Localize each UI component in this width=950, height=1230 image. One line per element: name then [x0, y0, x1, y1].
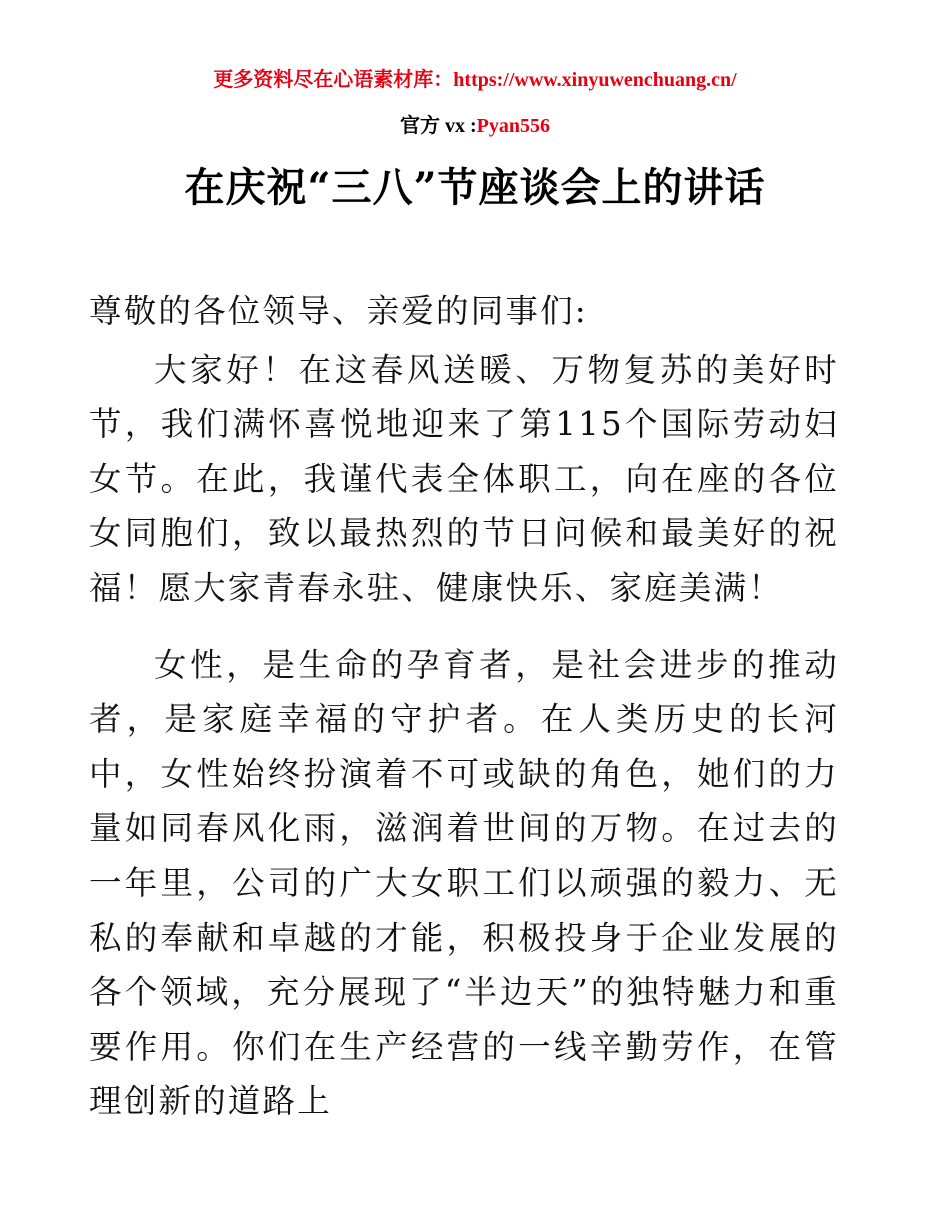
page-title: 在庆祝“三八”节座谈会上的讲话: [184, 164, 766, 211]
official-vx-line: [0, 112, 950, 140]
resource-link-line[interactable]: 更多资料尽在心语素材库：https://www.xinyuwenchuang.cn/: [213, 69, 737, 91]
vx-label: 官方 vx :: [399, 115, 477, 137]
vx-id: Pyan556: [476, 115, 550, 137]
speech-body: [89, 284, 839, 1129]
paragraph-1: 大家好！在这春风送暖、万物复苏的美好时节，我们满怀喜悦地迎来了第115个国际劳动妇女节。在此，我谨代表全体职工，向在座的各位女同胞们，致以最热烈的节日问候和最美好的祝福！愿大家青春永驻、健康快乐、家庭美满！: [89, 350, 839, 607]
salutation: 尊敬的各位领导、亲爱的同事们:: [89, 292, 588, 330]
paragraph-2: 女性，是生命的孕育者，是社会进步的推动者，是家庭幸福的守护者。在人类历史的长河中，女性始终扮演着不可或缺的角色，她们的力量如同春风化雨，滋润着世间的万物。在过去的一年里，公司的广大女职工们以顽强的毅力、无私的奉献和卓越的才能，积极投身于企业发展的各个领域，充分展现了“半边天”的独特魅力和重要作用。你们在生产经营的一线辛勤劳作，在管理创新的道路上: [89, 645, 839, 1121]
